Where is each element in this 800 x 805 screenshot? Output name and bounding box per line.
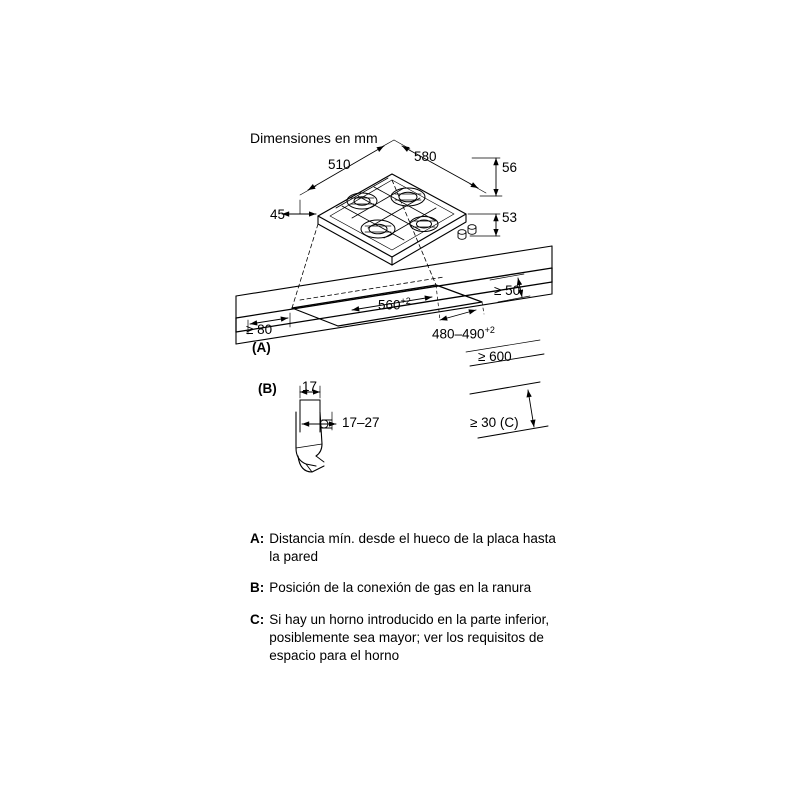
reference-label-b: (B)	[258, 381, 277, 396]
note-c	[250, 611, 560, 666]
dimension-label-45: 45	[270, 207, 286, 222]
note-a	[250, 530, 560, 566]
note-b-text: Posición de la conexión de gas en la ranura	[269, 580, 532, 596]
note-a-key: A:	[250, 531, 265, 546]
dimension-label-560	[378, 296, 411, 314]
dimension-label-min-600: ≥ 600	[478, 349, 512, 364]
note-c-key: C:	[250, 611, 265, 627]
dimension-560-superscript: +2	[400, 296, 411, 306]
dimension-label-min-80: ≥ 80	[246, 322, 273, 337]
dimension-label-480-490	[432, 325, 495, 343]
dimension-label-min-30-c: ≥ 30 (C)	[470, 415, 519, 430]
dimension-560-base: 560	[378, 297, 401, 313]
note-a-text: Distancia mín. desde el hueco de la placa hasta la pared	[269, 531, 556, 565]
dimension-label-17: 17	[302, 379, 318, 394]
reference-label-a: (A)	[252, 340, 271, 355]
dimension-480-superscript: +2	[484, 325, 495, 335]
note-b	[250, 579, 560, 597]
note-b-key: B:	[250, 580, 265, 596]
dimension-label-53: 53	[502, 210, 518, 225]
dimension-label-580: 580	[414, 149, 437, 164]
dimension-label-510: 510	[328, 157, 351, 172]
diagram-title: Dimensiones en mm	[250, 130, 378, 146]
dimension-label-min-50: ≥ 50	[494, 283, 521, 298]
legend-notes	[250, 530, 560, 678]
dimension-label-56: 56	[502, 160, 518, 175]
dimension-480-base: 480–490	[432, 326, 485, 342]
dimension-label-17-27: 17–27	[342, 415, 380, 430]
note-c-text: Si hay un horno introducido en la parte inferior, posiblemente sea mayor; ver los requisitos de espacio para el horno	[269, 611, 550, 664]
